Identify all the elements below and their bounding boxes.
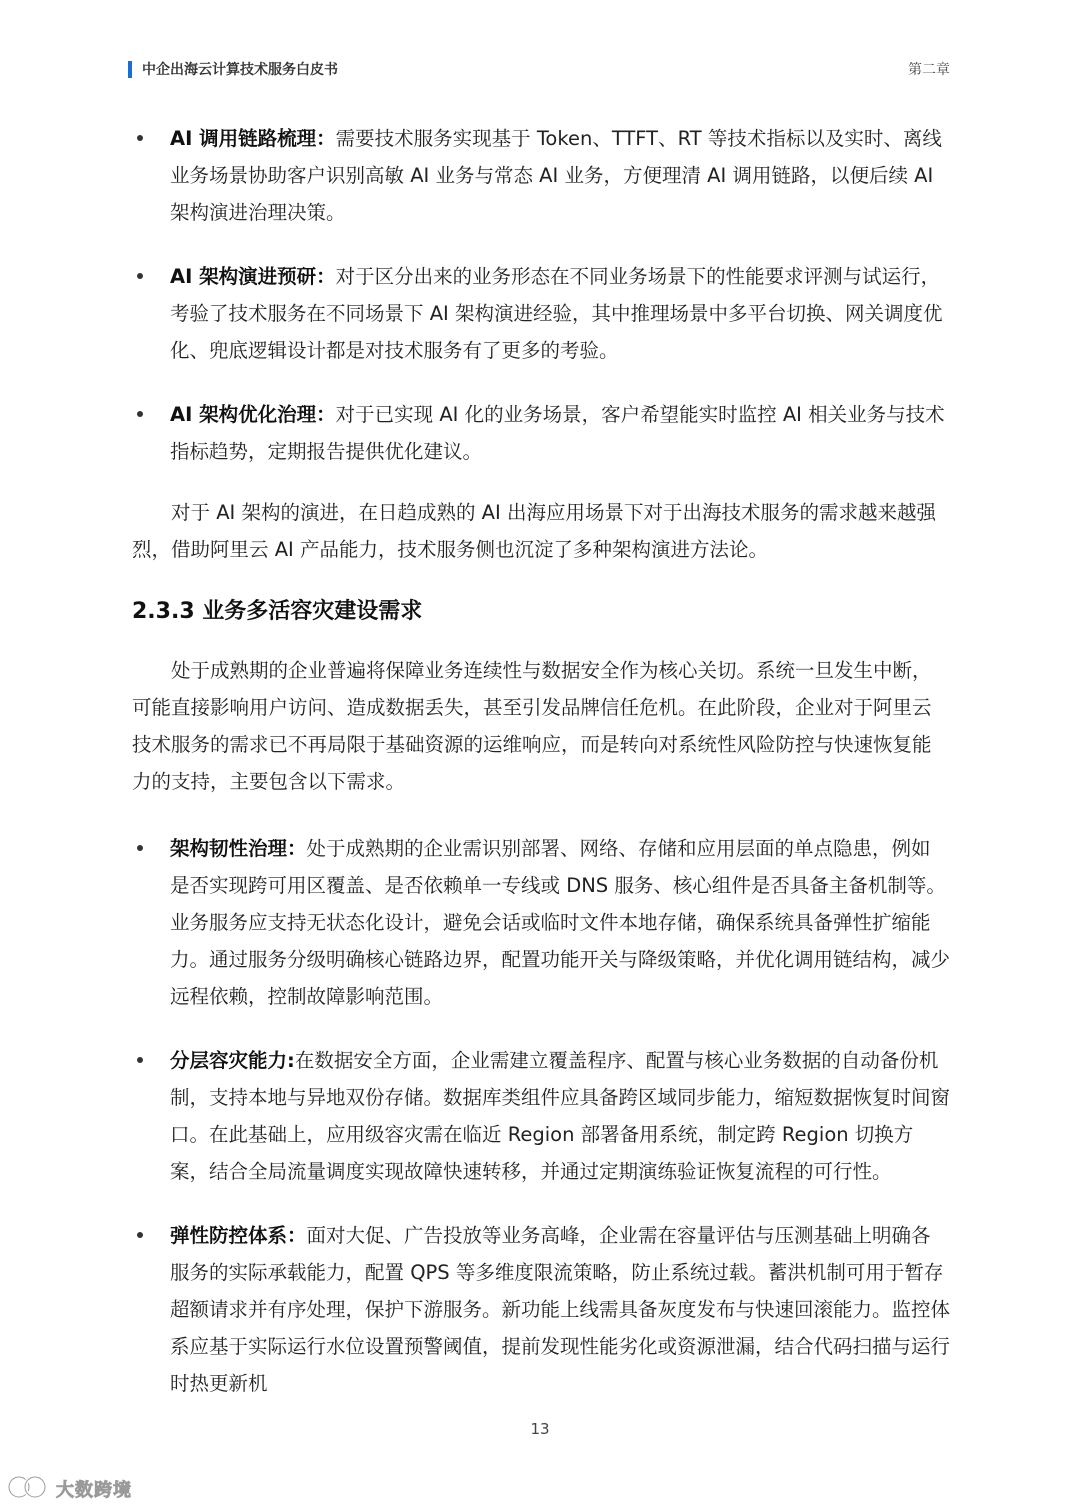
bullet-dot-icon (137, 273, 143, 279)
bullet-dot-icon (137, 135, 143, 141)
bullet-arch-resilience (132, 830, 950, 1015)
bullet-layered-dr (132, 1042, 950, 1190)
bullet-dot-icon (137, 845, 143, 851)
watermark-text: 大数跨境 (56, 1480, 132, 1501)
section-heading: 2.3.3 业务多活容灾建设需求 (132, 599, 423, 624)
page-number: 13 (530, 1420, 550, 1438)
bullet-label: 分层容灾能力: (170, 1049, 295, 1072)
bullet-dot-icon (137, 1057, 143, 1063)
bullet-text: 对于已实现 AI 化的业务场景，客户希望能实时监控 AI 相关业务与技术指标趋势，定期报告提供优化建议。 (170, 403, 945, 463)
bullet-text: 在数据安全方面，企业需建立覆盖程序、配置与核心业务数据的自动备份机制，支持本地与异地双份存储。数据库类组件应具备跨区域同步能力，缩短数据恢复时间窗口。在此基础上，应用级容灾需在临近 Region 部署备用系统，制定跨 Region 切换方案，结合全局流量调度实现故障快速转移，并通过定期演练验证恢复流程的可行性。 (170, 1049, 951, 1183)
bullet-text: 对于区分出来的业务形态在不同业务场景下的性能要求评测与试运行，考验了技术服务在不同场景下 AI 架构演进经验，其中推理场景中多平台切换、网关调度优化、兜底逻辑设计都是对技术服务有了更多的考验。 (170, 265, 943, 362)
bullet-label: AI 调用链路梳理： (170, 127, 336, 150)
bullet-ai-arch-research (132, 258, 950, 369)
bullet-dot-icon (137, 1232, 143, 1238)
paragraph-ai-evolution: 对于 AI 架构的演进，在日趋成熟的 AI 出海应用场景下对于出海技术服务的需求越来越强烈，借助阿里云 AI 产品能力，技术服务侧也沉淀了多种架构演进方法论。 (132, 501, 936, 561)
header-accent-bar (128, 61, 132, 78)
bullet-text: 需要技术服务实现基于 Token、TTFT、RT 等技术指标以及实时、离线业务场景协助客户识别高敏 AI 业务与常态 AI 业务，方便理清 AI 调用链路，以便后续 AI 架构演进治理决策。 (170, 127, 942, 224)
paragraph-mature-enterprise: 处于成熟期的企业普遍将保障业务连续性与数据安全作为核心关切。系统一旦发生中断，可能直接影响用户访问、造成数据丢失，甚至引发品牌信任危机。在此阶段，企业对于阿里云技术服务的需求已不再局限于基础资源的运维响应，而是转向对系统性风险防控与快速恢复能力的支持，主要包含以下需求。 (132, 659, 932, 793)
bullet-label: AI 架构优化治理： (170, 403, 336, 426)
header-chapter: 第二章 (908, 62, 950, 78)
page-content (132, 120, 950, 1429)
ring-logo-icon (6, 1472, 50, 1502)
page-header (128, 58, 950, 82)
bullet-label: AI 架构演进预研： (170, 265, 336, 288)
bullet-dot-icon (137, 411, 143, 417)
bullet-label: 架构韧性治理： (170, 837, 307, 860)
watermark (6, 1472, 156, 1502)
bullet-ai-arch-optimization (132, 396, 950, 470)
bullet-label: 弹性防控体系： (170, 1224, 307, 1247)
bullet-text: 面对大促、广告投放等业务高峰，企业需在容量评估与压测基础上明确各服务的实际承载能力，配置 QPS 等多维度限流策略，防止系统过载。蓄洪机制可用于暂存超额请求并有序处理，保护下游服务。新功能上线需具备灰度发布与快速回滚能力。监控体系应基于实际运行水位设置预警阈值，提前发现性能劣化或资源泄漏，结合代码扫描与运行时热更新机 (170, 1224, 951, 1395)
bullet-elastic-defense (132, 1217, 950, 1402)
bullet-text: 处于成熟期的企业需识别部署、网络、存储和应用层面的单点隐患，例如是否实现跨可用区覆盖、是否依赖单一专线或 DNS 服务、核心组件是否具备主备机制等。业务服务应支持无状态化设计，避免会话或临时文件本地存储，确保系统具备弹性扩缩能力。通过服务分级明确核心链路边界，配置功能开关与降级策略，并优化调用链结构，减少远程依赖，控制故障影响范围。 (170, 837, 951, 1008)
bullet-ai-call-chain (132, 120, 950, 231)
header-title: 中企出海云计算技术服务白皮书 (142, 62, 338, 78)
